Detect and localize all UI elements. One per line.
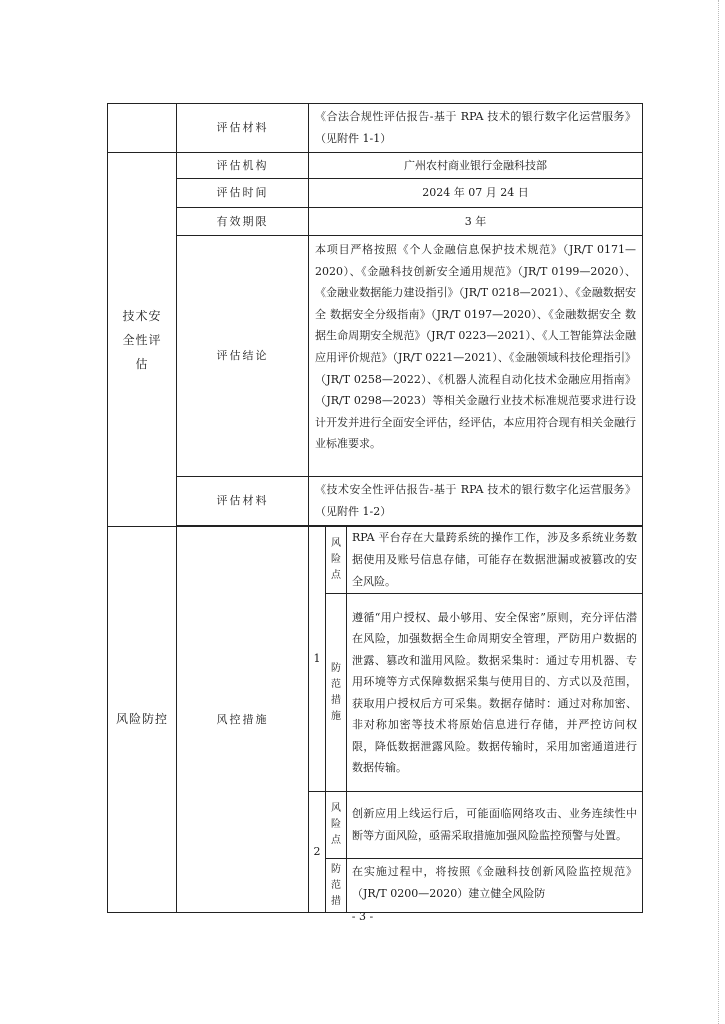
- tech-material-value: 《技术安全性评估报告-基于 RPA 技术的银行数字化运营服务》（见附件 1-2）: [309, 477, 643, 526]
- risk-item-2-measure-label-cell: [326, 859, 347, 913]
- risk-sub-label: 风控措施: [177, 527, 309, 913]
- risk-item-1-point-label-cell: [326, 527, 347, 594]
- time-label: 评估时间: [177, 179, 309, 208]
- risk-item-1-point: RPA 平台存在大量跨系统的操作工作，涉及多系统业务数据使用及账号信息存储，可能存在数据泄漏或被篡改的安全风险。: [347, 527, 643, 594]
- risk-item-2-number: 2: [309, 792, 326, 913]
- tech-security-section-label: 技术安全性评估: [122, 308, 162, 371]
- risk-item-1-number: 1: [309, 527, 326, 792]
- risk-item-2-point: 创新应用上线运行后，可能面临网络攻击、业务连续性中断等方面风险，亟需采取措施加强风险监控预警与处置。: [347, 792, 643, 859]
- assessment-table: [107, 103, 643, 913]
- material-label: 评估材料: [177, 104, 309, 153]
- risk-item-2-point-label-cell: [326, 792, 347, 859]
- scan-edge: [718, 0, 725, 1024]
- agency-value: 广州农村商业银行金融科技部: [309, 153, 643, 179]
- conclusion-label: 评估结论: [177, 236, 309, 477]
- page-number: - 3 -: [351, 910, 374, 923]
- time-value: 2024 年 07 月 24 日: [309, 179, 643, 208]
- risk-item-2-measure-label: 防范措: [331, 863, 341, 907]
- tech-material-label: 评估材料: [177, 477, 309, 526]
- risk-item-1-point-label: 风险点: [331, 538, 341, 581]
- risk-item-1-measure: 遵循“用户授权、最小够用、安全保密”原则，充分评估潜在风险，加强数据全生命周期安全管理，严防用户数据的泄露、篡改和滥用风险。数据采集时：通过专用机器、专用环境等方式保障数据采集与使用目的、方式以及范围，获取用户授权后方可采集。数据存储时：通过对称加密、非对称加密等技术将原始信息进行存储，并严控访问权限，降低数据泄露风险。数据传输时，采用加密通道进行数据传输。: [347, 594, 643, 792]
- risk-section-label: 风险防控: [115, 712, 168, 726]
- tech-security-section: [108, 153, 177, 527]
- section-blank-cell: [108, 104, 177, 153]
- risk-item-1-measure-label-cell: [326, 594, 347, 792]
- risk-item-1-measure-label: 防范措施: [331, 662, 341, 722]
- risk-section: [108, 527, 177, 913]
- material-value: 《合法合规性评估报告-基于 RPA 技术的银行数字化运营服务》（见附件 1-1）: [309, 104, 643, 153]
- risk-item-2-point-label: 风险点: [331, 803, 341, 846]
- conclusion-text: 本项目严格按照《个人金融信息保护技术规范》（JR/T 0171—2020）、《金融科技创新安全通用规范》（JR/T 0199—2020）、《金融业数据能力建设指引》（JR/T 0218—2021）、《金融数据安全 数据安全分级指南》（JR/T 0197—2020）、《金融数据安全 数据生命周期安全规范》（JR/T 0223—2021）、《人工智能算法金融应用评价规范》（JR/T 0221—2021）、《金融领域科技伦理指引》（JR/T 0258—2022）、《机器人流程自动化技术金融应用指南》（JR/T 0298—2023）等相关金融行业技术标准规范要求进行设计开发并进行全面安全评估，经评估，本应用符合现有相关金融行业标准要求。: [309, 236, 643, 477]
- validity-label: 有效期限: [177, 208, 309, 236]
- validity-value: 3 年: [309, 208, 643, 236]
- agency-label: 评估机构: [177, 153, 309, 179]
- risk-item-2-measure: 在实施过程中，将按照《金融科技创新风险监控规范》（JR/T 0200—2020）建立健全风险防: [347, 859, 643, 913]
